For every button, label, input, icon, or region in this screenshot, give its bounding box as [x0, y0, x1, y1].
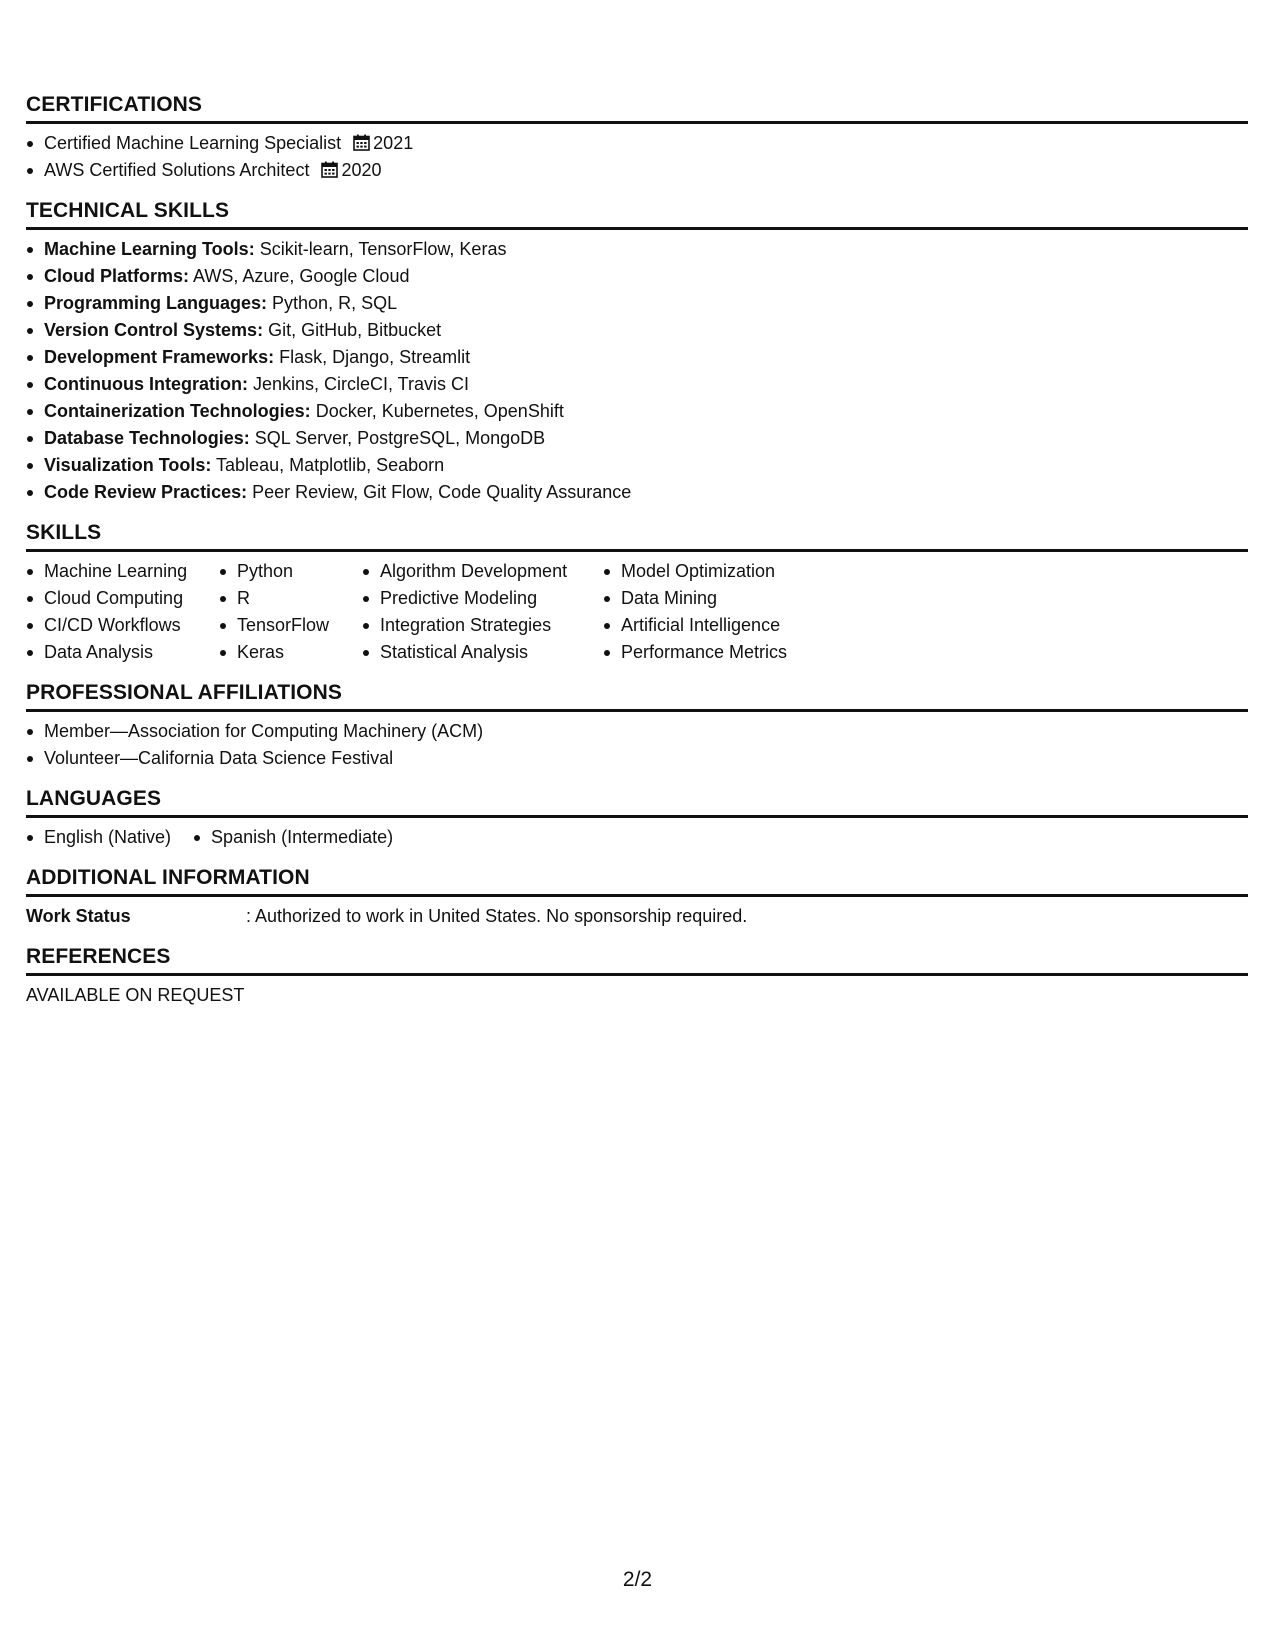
technical-skills-list	[26, 236, 1248, 506]
skill-category-label: Database Technologies:	[44, 428, 250, 448]
list-item: Predictive Modeling	[362, 585, 603, 612]
certifications-list	[26, 130, 1248, 184]
skill-category-label: Development Frameworks:	[44, 347, 275, 367]
list-item	[26, 425, 1248, 452]
list-item	[26, 236, 1248, 263]
references-text: AVAILABLE ON REQUEST	[26, 985, 245, 1005]
section-title-technical-skills: TECHNICAL SKILLS	[26, 199, 1248, 230]
skills-column	[362, 558, 603, 666]
affiliations-list	[26, 718, 1248, 772]
list-item: CI/CD Workflows	[26, 612, 219, 639]
section-title-references: REFERENCES	[26, 945, 1248, 976]
section-title-certifications: CERTIFICATIONS	[26, 93, 1248, 124]
section-title-skills: SKILLS	[26, 521, 1248, 552]
calendar-icon	[321, 161, 338, 178]
list-item: Statistical Analysis	[362, 639, 603, 666]
languages-list	[26, 824, 1248, 851]
list-item: Cloud Computing	[26, 585, 219, 612]
list-item: English (Native)	[26, 824, 171, 851]
skill-category-value: SQL Server, PostgreSQL, MongoDB	[249, 428, 546, 448]
list-item	[26, 344, 1248, 371]
list-item	[26, 290, 1248, 317]
calendar-icon	[353, 134, 370, 151]
list-item: Member—Association for Computing Machinery (ACM)	[26, 718, 1248, 745]
skill-category-value: AWS, Azure, Google Cloud	[189, 266, 410, 286]
list-item: Machine Learning	[26, 558, 219, 585]
skills-section	[26, 521, 1248, 666]
skill-category-label: Cloud Platforms:	[44, 266, 190, 286]
skills-column	[26, 558, 219, 666]
list-item: TensorFlow	[219, 612, 362, 639]
list-item	[26, 479, 1248, 506]
skill-category-value: Tableau, Matplotlib, Seaborn	[211, 455, 445, 475]
list-item	[26, 263, 1248, 290]
skill-category-label: Containerization Technologies:	[44, 401, 311, 421]
section-title-languages: LANGUAGES	[26, 787, 1248, 818]
list-item: R	[219, 585, 362, 612]
list-item: Performance Metrics	[603, 639, 863, 666]
references-section	[26, 945, 1248, 1009]
list-item	[26, 317, 1248, 344]
skill-category-value: Docker, Kubernetes, OpenShift	[310, 401, 564, 421]
section-title-additional-info: ADDITIONAL INFORMATION	[26, 866, 1248, 897]
certifications-section	[26, 93, 1248, 184]
skills-grid	[26, 558, 1248, 666]
skill-category-value: Scikit-learn, TensorFlow, Keras	[254, 239, 507, 259]
certification-name: Certified Machine Learning Specialist	[44, 133, 342, 153]
certification-year: 2020	[341, 160, 382, 180]
work-status-label: Work Status	[26, 906, 131, 926]
list-item	[26, 157, 1248, 184]
skill-category-label: Continuous Integration:	[44, 374, 248, 394]
list-item	[26, 130, 1248, 157]
skill-category-label: Version Control Systems:	[44, 320, 264, 340]
skill-category-label: Machine Learning Tools:	[44, 239, 255, 259]
work-status-value: : Authorized to work in United States. No sponsorship required.	[246, 906, 748, 926]
list-item: Integration Strategies	[362, 612, 603, 639]
skill-category-label: Code Review Practices:	[44, 482, 248, 502]
skill-category-value: Git, GitHub, Bitbucket	[263, 320, 442, 340]
additional-info-section	[26, 866, 1248, 930]
work-status-row	[26, 903, 1248, 930]
languages-section	[26, 787, 1248, 851]
skills-column	[219, 558, 362, 666]
skill-category-value: Python, R, SQL	[267, 293, 398, 313]
list-item: Data Analysis	[26, 639, 219, 666]
skills-column	[603, 558, 863, 666]
list-item: Data Mining	[603, 585, 863, 612]
technical-skills-section	[26, 199, 1248, 506]
list-item	[26, 371, 1248, 398]
skill-category-label: Programming Languages:	[44, 293, 268, 313]
skill-category-value: Flask, Django, Streamlit	[274, 347, 471, 367]
page-number: 2/2	[622, 1568, 653, 1591]
list-item	[26, 452, 1248, 479]
list-item: Model Optimization	[603, 558, 863, 585]
skill-category-value: Jenkins, CircleCI, Travis CI	[247, 374, 470, 394]
resume-page	[26, 93, 1248, 1009]
list-item: Spanish (Intermediate)	[193, 824, 393, 851]
affiliations-section	[26, 681, 1248, 772]
list-item	[26, 398, 1248, 425]
list-item: Volunteer—California Data Science Festival	[26, 745, 1248, 772]
skill-category-value: Peer Review, Git Flow, Code Quality Assurance	[247, 482, 632, 502]
skill-category-label: Visualization Tools:	[44, 455, 212, 475]
list-item: Python	[219, 558, 362, 585]
list-item: Keras	[219, 639, 362, 666]
list-item: Artificial Intelligence	[603, 612, 863, 639]
certification-year: 2021	[373, 133, 414, 153]
section-title-affiliations: PROFESSIONAL AFFILIATIONS	[26, 681, 1248, 712]
list-item: Algorithm Development	[362, 558, 603, 585]
certification-name: AWS Certified Solutions Architect	[44, 160, 310, 180]
